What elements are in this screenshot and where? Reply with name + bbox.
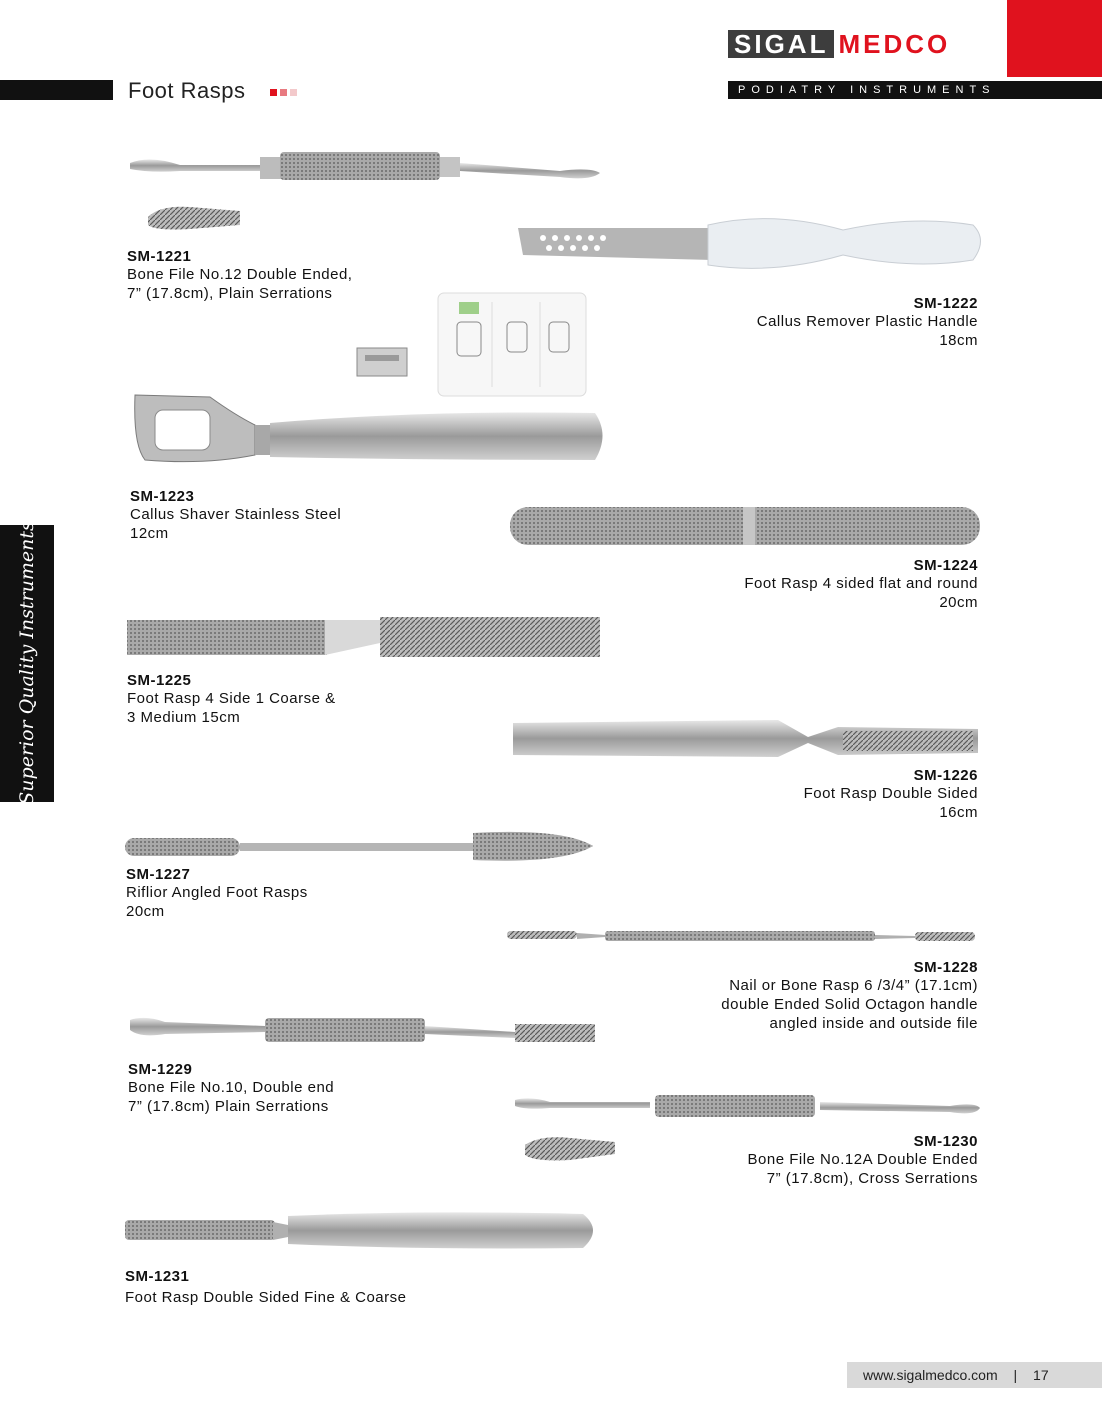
product-desc-line1: Foot Rasp 4 sided flat and round <box>744 575 978 592</box>
product-code: SM-1228 <box>913 959 978 976</box>
product-desc-line2: 20cm <box>126 903 165 920</box>
instrument-sm-1224-image <box>508 505 983 547</box>
product-desc-line2: 7” (17.8cm), Cross Serrations <box>766 1170 978 1187</box>
page-title: Foot Rasps <box>128 78 246 103</box>
product-sm-1227 <box>126 866 308 921</box>
instrument-sm-1229-image <box>125 1010 603 1045</box>
product-desc-line1: Nail or Bone Rasp 6 /3/4” (17.1cm) <box>729 977 978 994</box>
logo-medco: MEDCO <box>838 29 951 59</box>
product-sm-1231 <box>125 1268 406 1307</box>
product-desc-line2: 12cm <box>130 525 169 542</box>
footer-separator: | <box>1013 1367 1018 1383</box>
header-left-bar <box>0 80 113 100</box>
product-code: SM-1226 <box>913 767 978 784</box>
product-desc-line2: 20cm <box>939 594 978 611</box>
product-sm-1223 <box>130 488 341 543</box>
product-desc-line2: 7” (17.8cm) Plain Serrations <box>128 1098 329 1115</box>
product-code: SM-1223 <box>130 488 195 505</box>
title-decoration <box>270 89 297 96</box>
instrument-sm-1227-image <box>123 828 598 868</box>
product-code: SM-1221 <box>127 248 192 265</box>
product-desc-line1: Riflior Angled Foot Rasps <box>126 884 308 901</box>
logo-sigal: SIGAL <box>728 30 834 58</box>
product-desc-line2: 18cm <box>939 332 978 349</box>
product-code: SM-1229 <box>128 1061 193 1078</box>
product-code: SM-1227 <box>126 866 191 883</box>
instrument-sm-1226-image <box>508 715 983 760</box>
product-code: SM-1222 <box>913 295 978 312</box>
brand-logo <box>728 30 950 58</box>
product-desc-line1: Bone File No.12A Double Ended <box>747 1151 978 1168</box>
product-desc-line1: Bone File No.10, Double end <box>128 1079 335 1096</box>
product-desc-line3: angled inside and outside file <box>769 1015 978 1032</box>
product-sm-1228 <box>618 959 978 1033</box>
product-desc-line2: 3 Medium 15cm <box>127 709 241 726</box>
product-sm-1224 <box>658 557 978 612</box>
instrument-sm-1223-instructions-image <box>437 292 587 397</box>
product-sm-1222 <box>658 295 978 350</box>
product-desc-line1: Callus Shaver Stainless Steel <box>130 506 342 523</box>
product-code: SM-1224 <box>913 557 978 574</box>
page-footer <box>847 1362 1102 1388</box>
product-sm-1226 <box>658 767 978 822</box>
header-subtitle: PODIATRY INSTRUMENTS <box>728 81 1102 99</box>
product-desc-line2: 7” (17.8cm), Plain Serrations <box>127 285 333 302</box>
brand-red-block <box>1007 0 1102 77</box>
side-tag <box>0 521 54 805</box>
footer-website-link[interactable]: www.sigalmedco.com <box>863 1367 998 1383</box>
instrument-sm-1225-image <box>125 615 603 660</box>
product-desc-line1: Foot Rasp Double Sided <box>803 785 978 802</box>
instrument-sm-1231-image <box>123 1208 601 1253</box>
product-sm-1229 <box>128 1061 334 1116</box>
product-code: SM-1230 <box>913 1133 978 1150</box>
page-number: 17 <box>1033 1367 1049 1383</box>
product-desc-line1: Bone File No.12 Double Ended, <box>127 266 353 283</box>
product-desc-line1: Foot Rasp Double Sided Fine & Coarse <box>125 1289 407 1306</box>
instrument-sm-1223-blade-image <box>355 345 415 380</box>
product-sm-1221 <box>127 248 352 303</box>
product-sm-1230 <box>658 1133 978 1188</box>
product-code: SM-1231 <box>125 1268 190 1285</box>
product-desc-line1: Callus Remover Plastic Handle <box>756 313 978 330</box>
product-desc-line2: 16cm <box>939 804 978 821</box>
side-tag-text: Superior Quality Instruments <box>16 521 38 805</box>
instrument-sm-1222-image <box>513 210 983 275</box>
product-desc-line2: double Ended Solid Octagon handle <box>721 996 978 1013</box>
instrument-sm-1223-image <box>125 385 615 470</box>
product-desc-line1: Foot Rasp 4 Side 1 Coarse & <box>127 690 336 707</box>
instrument-sm-1228-image <box>505 925 980 945</box>
product-sm-1225 <box>127 672 336 727</box>
product-code: SM-1225 <box>127 672 192 689</box>
